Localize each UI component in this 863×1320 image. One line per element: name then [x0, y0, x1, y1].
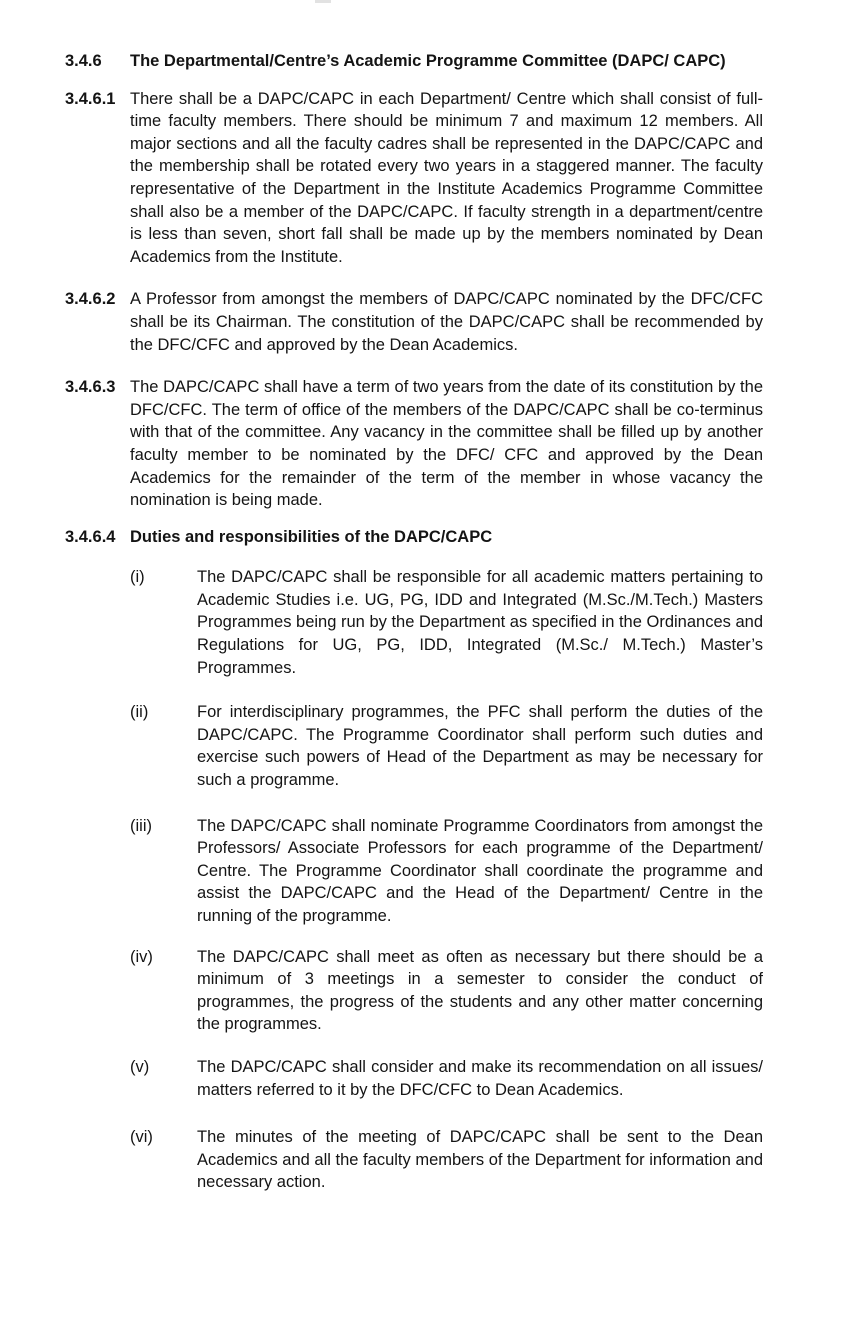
- duty-item-v: [130, 1056, 763, 1101]
- duty-item-text: The DAPC/CAPC shall meet as often as necessary but there should be a minimum of 3 meetings in a semester to consider the conduct of programmes, the progress of the students and any other matter concerning the programmes.: [197, 947, 763, 1034]
- paragraph-text: A Professor from amongst the members of DAPC/CAPC nominated by the DFC/CFC shall be its Chairman. The constitution of the DAPC/CAPC shall be recommended by the DFC/CFC and approved by the Dean Academics.: [130, 290, 763, 354]
- subsection-heading-3-4-6-4: [65, 526, 763, 549]
- duty-item-i: [130, 566, 763, 679]
- paragraph-text: The DAPC/CAPC shall have a term of two years from the date of its constitution by the DFC/CFC. The term of office of the members of the DAPC/CAPC shall be co-terminus with that of the committee. Any vacancy in the committee shall be filled up by another faculty member to be nominated by the DFC/ CFC and approved by the Dean Academics for the remainder of the term of the member in whose vacancy the nomination is being made.: [130, 378, 763, 510]
- scan-artifact-mark: [315, 0, 331, 3]
- duty-item-marker: (i): [130, 568, 145, 587]
- section-heading-number: 3.4.6: [65, 52, 102, 70]
- section-heading: [65, 50, 763, 73]
- paragraph-number: 3.4.6.2: [65, 290, 116, 309]
- duty-item-iii: [130, 815, 763, 928]
- section-heading-title: The Departmental/Centre’s Academic Programme Committee (DAPC/ CAPC): [130, 52, 726, 70]
- duty-item-text: The DAPC/CAPC shall consider and make its recommendation on all issues/ matters referred to it by the DFC/CFC to Dean Academics.: [197, 1057, 763, 1099]
- duty-item-marker: (iii): [130, 816, 152, 835]
- paragraph-3-4-6-2: [65, 288, 763, 356]
- paragraph-number: 3.4.6.1: [65, 89, 116, 108]
- document-body: [65, 50, 763, 1194]
- duty-item-marker: (v): [130, 1057, 150, 1076]
- duty-item-text: The minutes of the meeting of DAPC/CAPC shall be sent to the Dean Academics and all the faculty members of the Department for information and necessary action.: [197, 1128, 763, 1192]
- subsection-title: Duties and responsibilities of the DAPC/CAPC: [130, 527, 493, 546]
- duty-item-marker: (iv): [130, 947, 153, 966]
- duty-item-text: The DAPC/CAPC shall nominate Programme Coordinators from amongst the Professors/ Associate Professors for each programme of the Department/ Centre. The Programme Coordinator shall coordinate the programme and assist the DAPC/CAPC and the Head of the Department/ Centre in the running of the programme.: [197, 816, 763, 925]
- duty-item-ii: [130, 701, 763, 791]
- paragraph-number: 3.4.6.3: [65, 378, 116, 397]
- duty-item-text: For interdisciplinary programmes, the PFC shall perform the duties of the DAPC/CAPC. The Programme Coordinator shall perform such duties and exercise such powers of Head of the Department as may be necessary for such a programme.: [197, 703, 763, 790]
- duty-item-iv: [130, 946, 763, 1036]
- paragraph-3-4-6-1: [65, 88, 763, 269]
- paragraph-text: There shall be a DAPC/CAPC in each Department/ Centre which shall consist of full-time faculty members. There should be minimum 7 and maximum 12 members. All major sections and all the faculty cadres shall be represented in the DAPC/CAPC and the membership shall be rotated every two years in a staggered manner. The faculty representative of the Department in the Institute Academics Programme Committee shall also be a member of the DAPC/CAPC. If faculty strength in a department/centre is less than seven, short fall shall be made up by the members nominated by Dean Academics from the Institute.: [130, 89, 763, 266]
- duty-item-vi: [130, 1126, 763, 1194]
- duty-item-marker: (ii): [130, 703, 149, 722]
- paragraph-3-4-6-3: [65, 376, 763, 512]
- subsection-number: 3.4.6.4: [65, 527, 116, 546]
- duty-item-text: The DAPC/CAPC shall be responsible for all academic matters pertaining to Academic Studies i.e. UG, PG, IDD and Integrated (M.Sc./M.Tech.) Masters Programmes being run by the Department as specified in the Ordinances and Regulations for UG, PG, IDD, Integrated (M.Sc./ M.Tech.) Master’s Programmes.: [197, 568, 763, 677]
- duty-item-marker: (vi): [130, 1128, 153, 1147]
